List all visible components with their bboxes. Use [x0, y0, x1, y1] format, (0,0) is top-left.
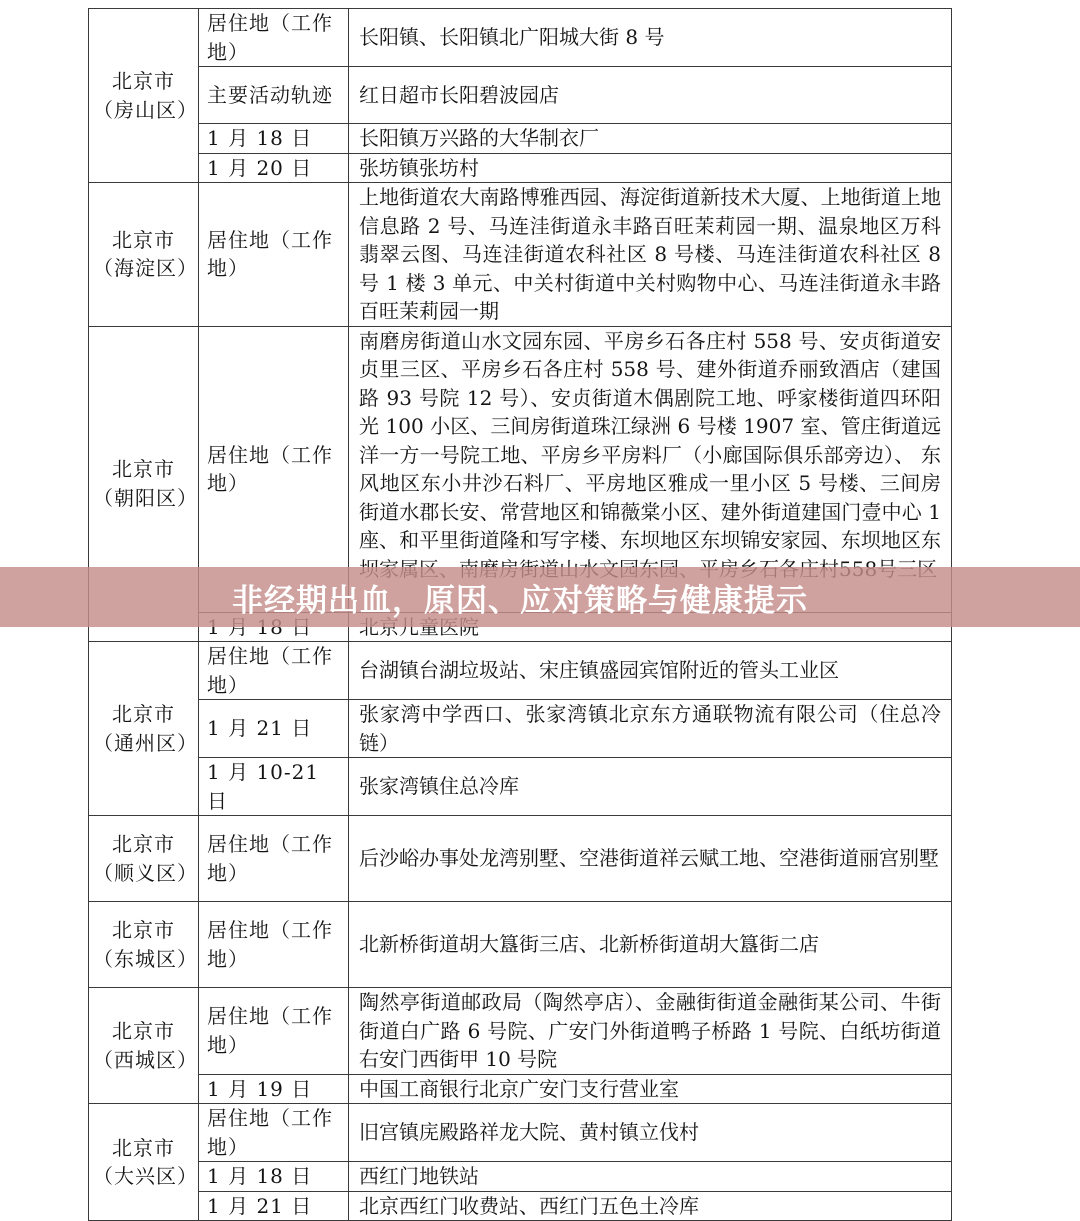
district-cell: 北京市（通州区） [89, 642, 199, 816]
row-label: 1 月 20 日 [199, 153, 349, 183]
places-cell: 后沙峪办事处龙湾别墅、空港街道祥云赋工地、空港街道丽宫别墅 [349, 816, 952, 902]
row-label: 主要活动轨迹 [199, 67, 349, 124]
table-row [89, 183, 952, 327]
places-cell: 张坊镇张坊村 [349, 153, 952, 183]
table-row [89, 902, 952, 988]
district-cell: 北京市（海淀区） [89, 183, 199, 327]
row-label: 1 月 18 日 [199, 124, 349, 154]
row-label: 居住地（工作地） [199, 816, 349, 902]
places-text: 南磨房街道山水文园东园、平房乡石各庄村 558 号、安贞街道安贞里三区、平房乡石各庄村 558 号、建外街道乔丽致酒店（建国路 93 号院 12 号）、安贞街道木偶剧院工地、呼家楼街道四环阳光 100 小区、三间房街道珠江绿洲 6 号楼 1907 室、管庄街道远洋一方一号院工地、平房乡平房料厂（小廊国际俱乐部旁边）、 东风地区东小井沙石料厂、平房地区雅成一里小区 5 号楼、三间房街道水郡长安、常营地区和锦薇棠小区、建外街道建国门壹中心 1 座、和平里街道隆和写字楼、东坝地区东坝锦安家园、东坝地区东 [359, 328, 941, 552]
row-label: 居住地（工作地） [199, 1104, 349, 1162]
row-label: 1 月 10-21 日 [199, 758, 349, 816]
table-row [89, 642, 952, 700]
places-cell: 北京西红门收费站、西红门五色土冷库 [349, 1191, 952, 1221]
table-row [89, 758, 952, 816]
row-label: 居住地（工作地） [199, 9, 349, 67]
places-cell: 台湖镇台湖垃圾站、宋庄镇盛园宾馆附近的管头工业区 [349, 642, 952, 700]
places-cell: 上地街道农大南路博雅西园、海淀街道新技术大厦、上地街道上地信息路 2 号、马连洼街道永丰路百旺茉莉园一期、温泉地区万科翡翠云图、马连洼街道农科社区 8 号楼、马连洼街道农科社区 8 号 1 楼 3 单元、中关村街道中关村购物中心、马连洼街道永丰路百旺茉莉园一期 [349, 183, 952, 327]
table-row [89, 124, 952, 154]
row-label: 居住地（工作地） [199, 642, 349, 700]
table-row [89, 1162, 952, 1192]
table-row [89, 700, 952, 758]
title-banner [0, 567, 1080, 627]
table-row [89, 816, 952, 902]
banner-title: 非经期出血，原因、应对策略与健康提示 [232, 582, 808, 619]
row-label: 居住地（工作地） [199, 183, 349, 327]
table-row [89, 153, 952, 183]
row-label: 1 月 18 日 [199, 1162, 349, 1192]
table-row [89, 9, 952, 67]
row-label: 居住地（工作地） [199, 326, 349, 612]
district-cell: 北京市（朝阳区） [89, 326, 199, 642]
table-row [89, 67, 952, 124]
places-cell: 旧宫镇庑殿路祥龙大院、黄村镇立伐村 [349, 1104, 952, 1162]
district-cell: 北京市（房山区） [89, 9, 199, 183]
table-row [89, 1104, 952, 1162]
places-cell: 红日超市长阳碧波园店 [349, 67, 952, 124]
table-row [89, 988, 952, 1075]
district-cell: 北京市（西城区） [89, 988, 199, 1104]
table-row [89, 1074, 952, 1104]
row-label: 1 月 21 日 [199, 1191, 349, 1221]
table-row [89, 1191, 952, 1221]
district-cell: 北京市（大兴区） [89, 1104, 199, 1221]
places-cell: 北新桥街道胡大簋街三店、北新桥街道胡大簋街二店 [349, 902, 952, 988]
district-cell: 北京市（东城区） [89, 902, 199, 988]
row-label: 1 月 19 日 [199, 1074, 349, 1104]
places-cell: 张家湾镇住总冷库 [349, 758, 952, 816]
places-cell: 长阳镇万兴路的大华制衣厂 [349, 124, 952, 154]
places-cell: 长阳镇、长阳镇北广阳城大街 8 号 [349, 9, 952, 67]
places-cell: 西红门地铁站 [349, 1162, 952, 1192]
places-cell: 张家湾中学西口、张家湾镇北京东方通联物流有限公司（住总冷链） [349, 700, 952, 758]
row-label: 1 月 21 日 [199, 700, 349, 758]
places-cell: 陶然亭街道邮政局（陶然亭店）、金融街街道金融街某公司、牛街街道白广路 6 号院、广安门外街道鸭子桥路 1 号院、白纸坊街道右安门西街甲 10 号院 [349, 988, 952, 1075]
row-label: 居住地（工作地） [199, 988, 349, 1075]
row-label: 居住地（工作地） [199, 902, 349, 988]
places-cell: 中国工商银行北京广安门支行营业室 [349, 1074, 952, 1104]
district-cell: 北京市（顺义区） [89, 816, 199, 902]
